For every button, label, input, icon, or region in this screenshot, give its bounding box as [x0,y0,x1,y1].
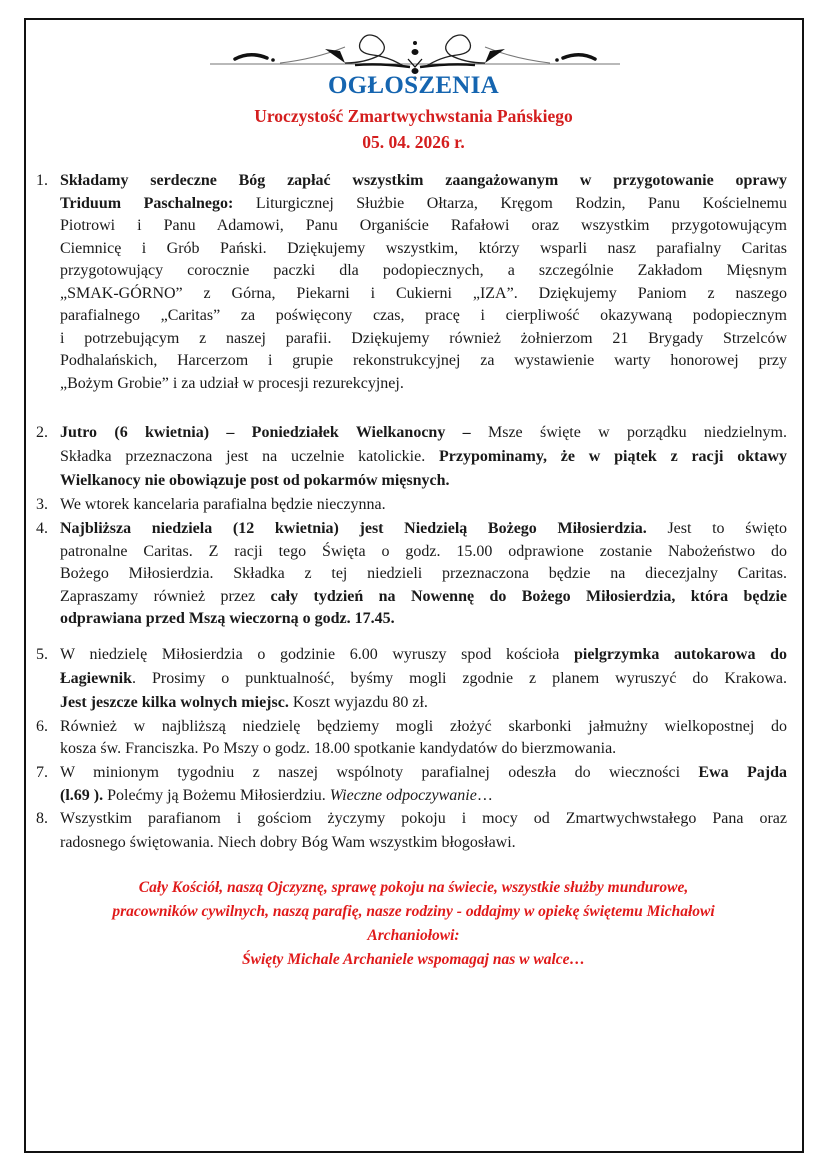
text: Składka przeznaczona jest na uczelnie katolickie. [60,448,439,465]
announcement-line [60,283,787,305]
announcement-line [60,494,787,516]
announcement-line [60,518,787,540]
announcement-line [60,716,787,738]
text: Również w najbliższą niedzielę będziemy mogli złożyć skarbonki jałmużny wielkopostnej do [60,718,787,735]
announcement-line [60,832,787,854]
announcement-line [60,422,787,444]
announcement-number: 1. [36,172,48,189]
closing-line: Święty Michale Archaniele wspomagaj nas w walce… [241,951,586,968]
text: patronalne Caritas. Z racji tego Święta o godz. 15.00 odprawione zostanie Nabożeństwo do [60,543,787,560]
announcement-line [60,785,787,807]
italic-text: Wieczne odpoczywanie [329,787,477,804]
bold-text: Jutro (6 kwietnia) – Poniedziałek Wielkanocny – [60,424,471,441]
bold-text: Najbliższa niedziela (12 kwietnia) jest Niedzielą Bożego Miłosierdzia. [60,520,647,537]
announcement-number: 2. [36,424,48,441]
text: Ciemnicę i Grób Pański. Dziękujemy wszystkim, którzy wsparli nasz parafialny Caritas [60,240,787,257]
announcement-line [60,668,787,690]
announcement-line [60,808,787,830]
announcement-line [60,738,787,760]
announcement-line [60,608,787,630]
announcement-line [60,563,787,585]
bold-text: (l.69 ). [60,787,104,804]
text: „SMAK-GÓRNO” z Górna, Piekarni i Cukierni „IZA”. Dziękujemy Paniom z naszego [60,285,787,302]
bold-text: Ewa Pajda [698,764,787,781]
bold-text: Łagiewnik [60,670,133,687]
text: W minionym tygodniu z naszej wspólnoty parafialnej odeszła do wieczności [60,764,699,781]
announcement-line [60,541,787,563]
text: We wtorek kancelaria parafialna będzie nieczynna. [60,496,386,513]
text: i potrzebującym z naszej parafii. Dziękujemy również żołnierzom 21 Brygady Strzelców [60,330,787,347]
text: Polećmy ją Bożemu Miłosierdziu. [103,787,330,804]
text: Msze święte w porządku niedzielnym. [470,424,787,441]
text: W niedzielę Miłosierdzia o godzinie 6.00 wyruszy spod kościoła [60,646,575,663]
announcement-line [60,586,787,608]
announcement-line [60,350,787,372]
bold-text: cały tydzień na Nowennę do Bożego Miłosierdzia, która będzie [270,588,787,605]
announcement-line [60,692,787,714]
text: kosza św. Franciszka. Po Mszy o godz. 18.00 spotkanie kandydatów do bierzmowania. [60,740,617,757]
announcement-line [60,762,787,784]
page-subtitle: Uroczystość Zmartwychwstania Pańskiego [254,106,573,126]
text: Podhalańskich, Harcerzom i grupie rekonstrukcyjnej za wystawienie warty honorowej przy [60,352,787,369]
bold-text: Przypominamy, że w piątek z racji oktawy [439,448,787,465]
text: . Prosimy o punktualność, byśmy mogli zgodnie z planem wyruszyć do Krakowa. [132,670,787,687]
announcement-number: 8. [36,810,48,827]
bold-text: Składamy serdeczne Bóg zapłać wszystkim zaangażowanym w przygotowanie oprawy [60,172,787,189]
text: przygotowujący corocznie paczki dla podopiecznych, a szczególnie Zakładom Mięsnym [60,262,787,279]
announcement-number: 6. [36,718,48,735]
announcement-line [60,260,787,282]
text: Zapraszamy również przez [60,588,271,605]
bold-text: odprawiana przed Mszą wieczorną o godz. 17.45. [60,610,395,627]
text: Jest to święto [646,520,787,537]
text: parafialnego „Caritas” za poświęcony czas, pracę i cierpliwość okazywaną podopiecznym [60,307,787,324]
text: Bożego Miłosierdzia. Składka z tej niedzieli przeznaczona będzie na diecezjalny Caritas. [60,565,787,582]
page-date: 05. 04. 2026 r. [362,132,465,152]
text: … [476,787,493,804]
announcement-line [60,305,787,327]
text: Piotrowi i Panu Adamowi, Panu Organiście Rafałowi oraz wszystkim przygotowującym [60,217,787,234]
announcement-line [60,644,787,666]
bold-text: Wielkanocy nie obowiązuje post od pokarmów mięsnych. [60,472,450,489]
announcement-line [60,215,787,237]
announcement-line [60,328,787,350]
text: Liturgicznej Służbie Ołtarza, Kręgom Rodzin, Panu Kościelnemu [233,195,787,212]
bold-text: pielgrzymka autokarowa do [574,646,787,663]
announcement-number: 5. [36,646,48,663]
text: Koszt wyjazdu 80 zł. [288,694,428,711]
announcement-number: 3. [36,496,48,513]
text: „Bożym Grobie” i za udział w procesji rezurekcyjnej. [60,375,404,392]
announcement-number: 7. [36,764,48,781]
closing-line: Cały Kościół, naszą Ojczyznę, sprawę pokoju na świecie, wszystkie służby mundurowe, [138,879,689,896]
page-title: OGŁOSZENIA [327,72,500,99]
announcement-line [60,193,787,215]
announcement-line [60,373,787,395]
announcement-line [60,170,787,192]
closing-line: pracowników cywilnych, naszą parafię, nasze rodziny - oddajmy w opiekę świętemu Michałowi [112,903,715,920]
text: Wszystkim parafianom i gościom życzymy pokoju i mocy od Zmartwychwstałego Pana oraz [60,810,787,827]
announcement-number: 4. [36,520,48,537]
closing-line: Archaniołowi: [367,927,460,944]
bold-text: Jest jeszcze kilka wolnych miejsc. [60,694,289,711]
announcement-line [60,446,787,468]
text: radosnego świętowania. Niech dobry Bóg Wam wszystkim błogosławi. [60,834,516,851]
bold-text: Triduum Paschalnego: [60,195,234,212]
announcement-line [60,470,787,492]
announcement-line [60,238,787,260]
